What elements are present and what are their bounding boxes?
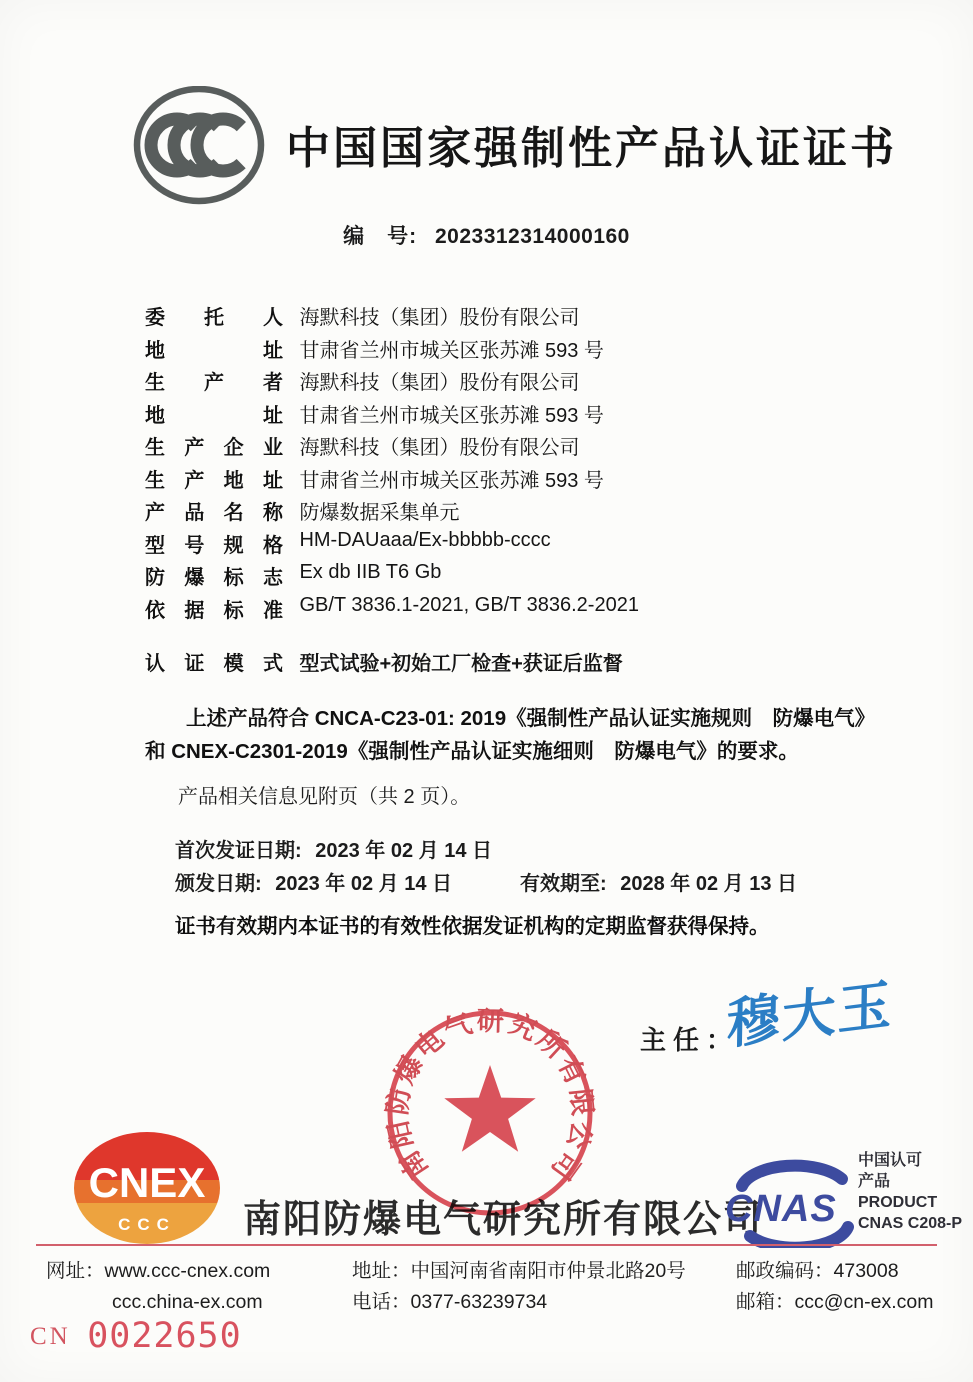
field-label: 防爆标志	[145, 567, 283, 589]
field-label: 地址	[145, 339, 283, 362]
ccc-mark-icon	[131, 86, 265, 215]
cnex-logo	[72, 1130, 222, 1253]
footer-address-line	[352, 1256, 686, 1287]
footer-email-line	[736, 1287, 934, 1318]
footer-phone-line	[352, 1287, 686, 1318]
field-value: GB/T 3836.1-2021, GB/T 3836.2-2021	[299, 593, 639, 616]
cnex-logo-text: CNEX	[88, 1159, 206, 1206]
footer-postal-line	[736, 1256, 934, 1287]
first-issue-date-value: 2023 年 02 月 14 日	[315, 840, 493, 862]
compliance-paragraph	[145, 702, 905, 768]
field-label: 委托人	[145, 307, 283, 329]
certification-mode-value: 型式试验+初始工厂检查+获证后监督	[299, 653, 623, 675]
valid-until-row	[520, 867, 797, 896]
issue-date-label: 颁发日期:	[175, 873, 262, 895]
footer-postal-label: 邮政编码：	[736, 1260, 834, 1282]
field-label: 生产企业	[145, 437, 283, 459]
cnas-logo-text: CNAS	[725, 1188, 837, 1230]
cnas-accreditation-block	[858, 1150, 962, 1234]
field-row-ex-mark	[145, 561, 639, 589]
footer-web-url2: ccc.china-ex.com	[112, 1291, 263, 1313]
stamp-ring-text: 南阳防爆电气研究所有限公司	[383, 1006, 597, 1188]
field-value: 海默科技（集团）股份有限公司	[299, 307, 580, 329]
certificate-title: 中国国家强制性产品认证证书	[286, 124, 897, 173]
director-label: 主任：	[640, 1025, 740, 1055]
validity-note: 证书有效期内本证书的有效性依据发证机构的定期监督获得保持。	[175, 915, 770, 938]
cnas-side-line: CNAS C208-P	[858, 1215, 963, 1232]
valid-until-value: 2028 年 02 月 13 日	[620, 873, 798, 895]
director-signature: 穆大玉	[726, 974, 894, 1056]
field-row-address	[145, 334, 639, 362]
field-row-producer	[145, 366, 639, 394]
issue-date-row	[175, 867, 452, 896]
field-label: 地址	[145, 404, 283, 427]
field-label: 生产者	[145, 372, 283, 394]
footer-web-label: 网址：	[46, 1260, 105, 1282]
certificate-fields	[145, 301, 639, 626]
field-label: 产品名称	[145, 502, 283, 524]
footer-phone-value: 0377-63239734	[410, 1291, 548, 1313]
footer-web-column	[46, 1256, 270, 1318]
cnas-side-line: 产品	[858, 1173, 891, 1190]
footer-postal-column	[736, 1256, 934, 1318]
stamp-star-icon	[444, 1065, 535, 1152]
footer-divider	[36, 1244, 937, 1246]
footer-email-label: 邮箱：	[736, 1291, 795, 1313]
issue-date-value: 2023 年 02 月 14 日	[275, 873, 453, 895]
footer-phone-label: 电话：	[352, 1291, 411, 1313]
field-row-standard	[145, 593, 639, 622]
compliance-line1: 上述产品符合 CNCA-C23-01: 2019《强制性产品认证实施规则 防爆电气》	[186, 707, 876, 730]
issuer-name: 南阳防爆电气研究所有限公司	[243, 1199, 764, 1241]
serial-number: 0022650	[87, 1316, 242, 1356]
footer-web-line1	[46, 1256, 270, 1287]
cnex-logo-subtext: CCC	[118, 1215, 176, 1234]
footer-address-value: 中国河南省南阳市仲景北路20号	[410, 1260, 686, 1282]
field-row-address2	[145, 399, 639, 427]
serial-prefix: CN	[30, 1323, 71, 1350]
field-value: 海默科技（集团）股份有限公司	[299, 372, 580, 394]
certificate-number-label: 编 号:	[343, 225, 418, 248]
footer-address-label: 地址：	[352, 1260, 411, 1282]
first-issue-date-label: 首次发证日期:	[175, 840, 302, 862]
company-stamp-seal	[383, 1006, 597, 1225]
field-value: Ex db IIB T6 Gb	[299, 561, 442, 583]
field-value: 海默科技（集团）股份有限公司	[299, 437, 580, 459]
certificate-number-line	[0, 220, 973, 250]
cnas-logo	[720, 1146, 858, 1253]
footer-web-url1: www.ccc-cnex.com	[104, 1260, 271, 1282]
field-row-factory-address	[145, 464, 639, 492]
field-row-model	[145, 528, 639, 557]
certification-mode-row	[145, 647, 623, 676]
field-row-factory	[145, 431, 639, 459]
footer-email-value: ccc@cn-ex.com	[794, 1291, 934, 1313]
field-label: 依据标准	[145, 599, 283, 622]
cnas-side-line: 中国认可	[858, 1152, 923, 1169]
field-row-product-name	[145, 496, 639, 524]
valid-until-label: 有效期至:	[520, 873, 607, 895]
cnas-side-line: PRODUCT	[858, 1194, 938, 1211]
field-value: 甘肃省兰州市城关区张苏滩 593 号	[299, 469, 604, 492]
field-value: 防爆数据采集单元	[299, 502, 460, 524]
certification-mode-label: 认证模式	[145, 653, 283, 675]
compliance-line2: 和 CNEX-C2301-2019《强制性产品认证实施细则 防爆电气》的要求。	[145, 740, 799, 763]
first-issue-date-row	[175, 834, 492, 863]
footer-postal-value: 473008	[833, 1260, 899, 1282]
field-value: 甘肃省兰州市城关区张苏滩 593 号	[299, 404, 604, 427]
field-value: 甘肃省兰州市城关区张苏滩 593 号	[299, 339, 604, 362]
footer-address-column	[352, 1256, 686, 1318]
field-value: HM-DAUaaa/Ex-bbbbb-cccc	[299, 528, 551, 551]
attachment-note: 产品相关信息见附页（共 2 页）。	[178, 786, 471, 808]
certificate-number-value: 2023312314000160	[434, 225, 630, 248]
certificate-serial	[30, 1316, 242, 1356]
field-row-applicant	[145, 301, 639, 329]
field-label: 生产地址	[145, 469, 283, 492]
field-label: 型号规格	[145, 534, 283, 557]
